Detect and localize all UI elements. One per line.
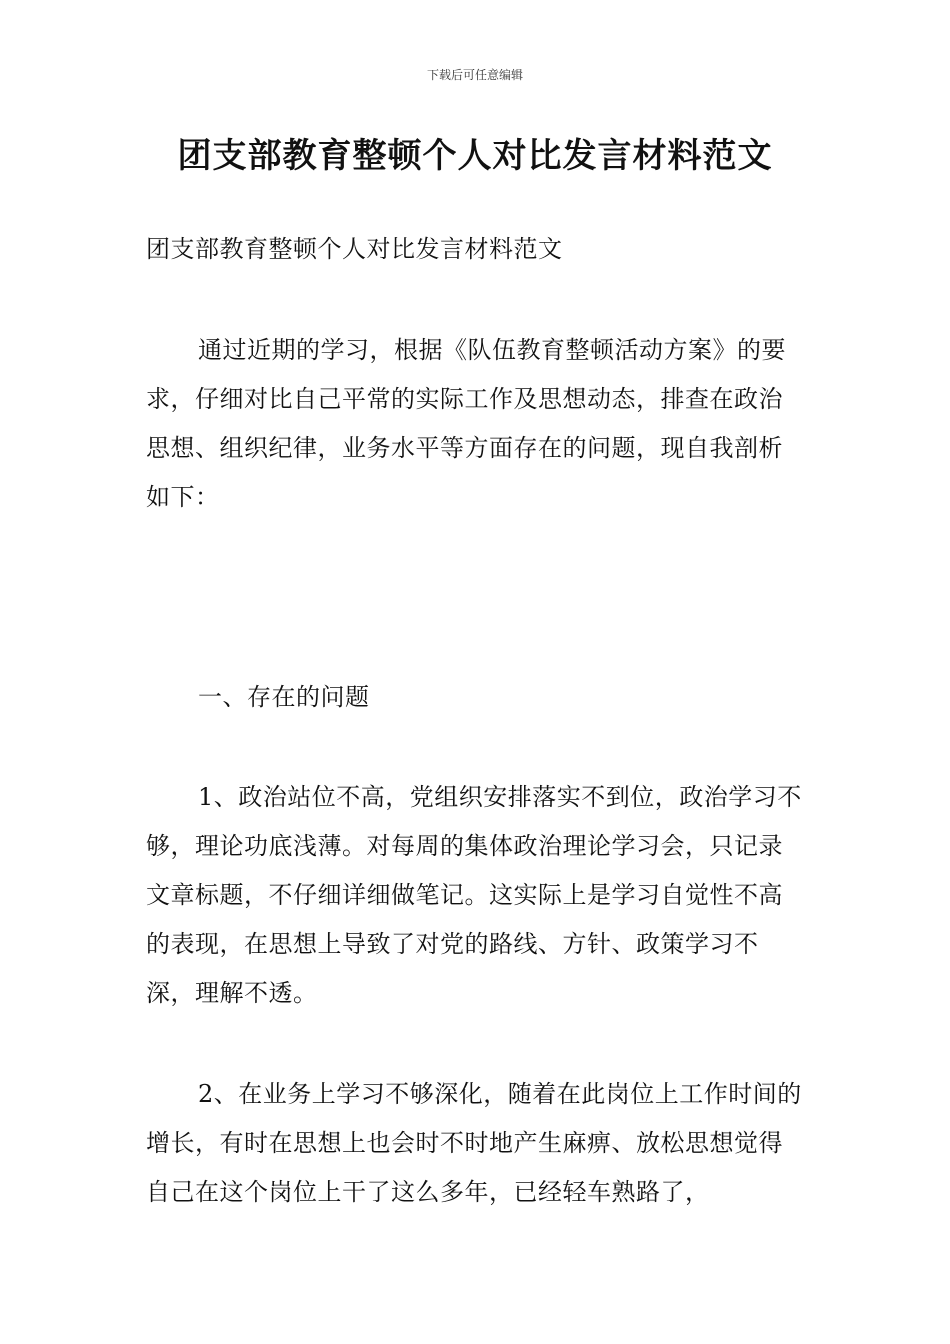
problem-item-2: 2、在业务上学习不够深化，随着在此岗位上工作时间的增长，有时在思想上也会时不时地产生麻痹、放松思想觉得自己在这个岗位上干了这么多年，已经轻车熟路了， [146,1080,802,1206]
intro-paragraph: 通过近期的学习，根据《队伍教育整顿活动方案》的要求，仔细对比自己平常的实际工作及思想动态，排查在政治思想、组织纪律，业务水平等方面存在的问题，现自我剖析如下： [146,336,786,511]
header-note: 下载后可任意编辑 [426,68,523,82]
document-subtitle: 团支部教育整顿个人对比发言材料范文 [146,235,563,263]
problem-item-1: 1、政治站位不高，党组织安排落实不到位，政治学习不够，理论功底浅薄。对每周的集体政治理论学习会，只记录文章标题，不仔细详细做笔记。这实际上是学习自觉性不高的表现，在思想上导致了对党的路线、方针、政策学习不深，理解不透。 [146,783,802,1007]
section-heading-problems: 一、存在的问题 [198,683,370,711]
document-title: 团支部教育整顿个人对比发言材料范文 [177,136,773,176]
